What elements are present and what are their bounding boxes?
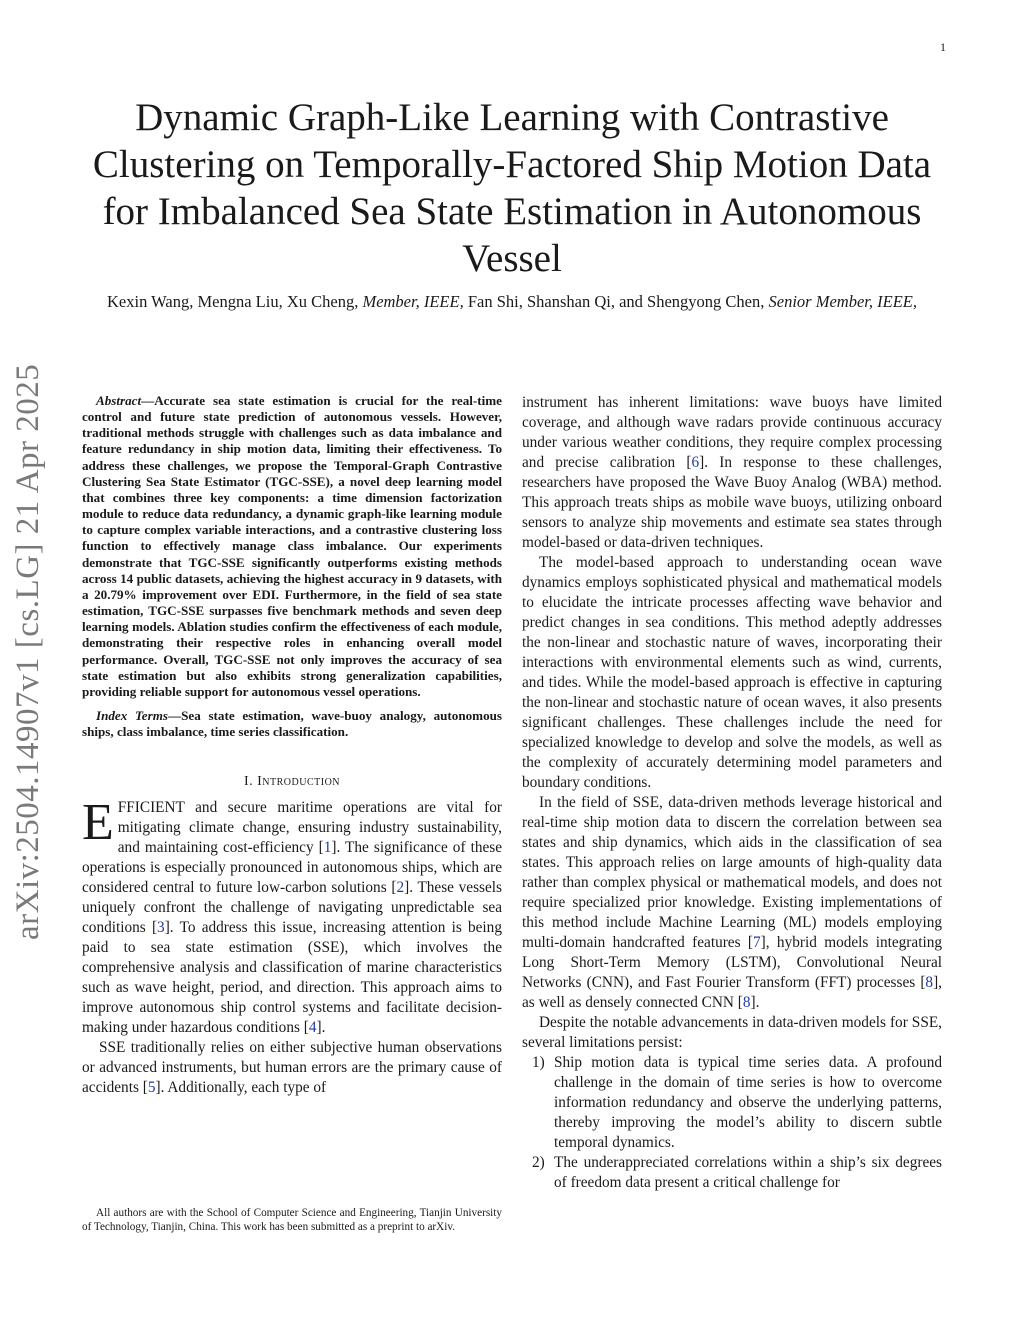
- index-terms-lead: Index Terms: [96, 707, 168, 723]
- citation-link[interactable]: 8: [925, 974, 934, 991]
- page-number: 1: [940, 40, 946, 54]
- abstract: [82, 393, 502, 700]
- list-item: [522, 1153, 942, 1193]
- list-item: [522, 1053, 942, 1153]
- right-column: [522, 393, 942, 1193]
- abstract-lead: Abstract: [96, 393, 142, 408]
- citation-link[interactable]: 6: [691, 454, 700, 471]
- footnote: All authors are with the School of Computer Science and Engineering, Tianjin University of Technology, Tianjin, China. This work has been submitted as a preprint to arXiv.: [82, 1207, 502, 1233]
- arxiv-identifier-stamp: arXiv:2504.14907v1 [cs.LG] 21 Apr 2025: [10, 363, 46, 940]
- author-names-2: Fan Shi, Shanshan Qi, and Shengyong Chen,: [467, 292, 765, 311]
- intro-text: ]. The significance of these operations is especially pronounced in autonomous ships, which are considered central to future low-carbon solutions [: [82, 839, 502, 897]
- author-list: [100, 291, 924, 312]
- body-text: ], as well as densely connected CNN [: [522, 974, 942, 1011]
- body-text: ]. In response to these challenges, researchers have proposed the Wave Buoy Analog (WBA) method. This approach treats ships as mobile wave buoys, utilizing onboard sensors to analyze ship movements and estimate sea states through model-based or data-driven techniques.: [522, 454, 943, 551]
- intro-text: ]. These vessels uniquely confront the challenge of navigating unpredictable sea conditions [: [82, 879, 502, 937]
- author-names-1: Kexin Wang, Mengna Liu, Xu Cheng,: [107, 292, 359, 311]
- limitations-list: [522, 1053, 942, 1193]
- right-paragraph-4: Despite the notable advancements in data-driven models for SSE, several limitations persist:: [522, 1014, 942, 1051]
- right-paragraph-1: [522, 393, 942, 553]
- citation-link[interactable]: 3: [157, 919, 165, 937]
- paper-title: Dynamic Graph-Like Learning with Contrastive Clustering on Temporally-Factored Ship Motion Data for Imbalanced Sea State Estimation in Autonomous Vessel: [92, 96, 932, 280]
- right-paragraph-2: The model-based approach to understanding ocean wave dynamics employs sophisticated physical and mathematical models to elucidate the intricate processes affecting wave behavior and predict changes in sea conditions. This method adeptly addresses the non-linear and stochastic nature of waves, incorporating their interactions with environmental elements such as wind, currents, and tides. While the model-based approach is effective in capturing the non-linear and stochastic nature of ocean waves, it also presents significant challenges. These challenges include the need for specialized knowledge to develop and solve the models, as well as the complexity of accurately determining model parameters and boundary conditions.: [522, 554, 942, 791]
- list-number: 1): [532, 1054, 545, 1071]
- intro-text: ]. To address this issue, increasing attention is being paid to sea state estimation (SSE), which involves the comprehensive analysis and classification of marine characteristics such as wave height, period, and direction. This approach aims to improve autonomous ship control systems and facilitate decision-making under hazardous conditions [: [82, 919, 502, 1037]
- intro-text: ]. Additionally, each type of: [155, 1079, 327, 1097]
- index-terms-text: —Sea state estimation, wave-buoy analogy, autonomous ships, class imbalance, time series classification.: [82, 707, 502, 740]
- intro-text: SSE traditionally relies on either subjective human observations or advanced instruments, but human errors are the primary cause of accidents [: [82, 1039, 502, 1097]
- body-text: ], hybrid models integrating Long Short-Term Memory (LSTM), Convolutional Neural Networks (CNN), and Fast Fourier Transform (FFT) processes [: [522, 934, 942, 991]
- body-text: instrument has inherent limitations: wave buoys have limited coverage, and although wave radars provide continuous accuracy under various weather conditions, they require complex processing and precise calibration [: [522, 394, 942, 471]
- index-terms: [82, 708, 502, 740]
- section-heading-introduction: I. Introduction: [243, 774, 341, 790]
- citation-link[interactable]: 5: [147, 1079, 156, 1097]
- body-text: ].: [750, 994, 760, 1011]
- intro-text: FFICIENT and secure maritime operations are vital for mitigating climate change, ensuring industry sustainability, and maintaining cost-efficiency [: [117, 799, 502, 857]
- author-role-2: Senior Member, IEEE,: [768, 292, 917, 311]
- citation-link[interactable]: 4: [308, 1019, 317, 1037]
- author-role-1: Member, IEEE,: [362, 292, 464, 311]
- list-number: 2): [532, 1154, 545, 1171]
- citation-link[interactable]: 7: [753, 934, 761, 951]
- abstract-text: —Accurate sea state estimation is crucial for the real-time control and future state prediction of autonomous vessels. However, traditional methods struggle with challenges such as data imbalance and feature redundancy in ship motion data, limiting their effectiveness. To address these challenges, we propose the Temporal-Graph Contrastive Clustering Sea State Estimator (TGC-SSE), a novel deep learning model that combines three key components: a time dimension factorization module to reduce data redundancy, a dynamic graph-like learning module to capture complex variable interactions, and a contrastive clustering loss function to effectively manage class imbalance. Our experiments demonstrate that TGC-SSE significantly outperforms existing methods across 14 public datasets, achieving the highest accuracy in 9 datasets, with a 20.79% improvement over EDI. Furthermore, in the field of sea state estimation, TGC-SSE surpasses five benchmark methods and seven deep learning models. Ablation studies confirm the effectiveness of each module, demonstrating their respective roles in enhancing overall model performance. Overall, TGC-SSE not only improves the accuracy of sea state estimation but also exhibits strong generalization capabilities, providing reliable support for autonomous vessel operations.: [82, 393, 502, 699]
- intro-text: ].: [316, 1019, 326, 1037]
- body-text: In the field of SSE, data-driven methods leverage historical and real-time ship motion data to discern the correlation between sea states and ship dynamics, which aids in the classification of sea states. This approach relies on large amounts of high-quality data rather than complex physical or mathematical models, and does not require specialized prior knowledge. Existing implementations of this method include Machine Learning (ML) models employing multi-domain handcrafted features [: [522, 794, 942, 951]
- citation-link[interactable]: 2: [396, 879, 405, 897]
- list-text: Ship motion data is typical time series data. A profound challenge in the domain of time series is how to overcome information redundancy and observe the underlying patterns, thereby improving the model’s ability to discern subtle temporal dynamics.: [554, 1054, 942, 1151]
- list-text: The underappreciated correlations within a ship’s six degrees of freedom data present a critical challenge for: [554, 1154, 942, 1191]
- citation-link[interactable]: 1: [323, 839, 332, 857]
- citation-link[interactable]: 8: [742, 994, 751, 1011]
- intro-paragraph-1: [82, 794, 502, 1038]
- drop-cap: E: [82, 794, 114, 852]
- right-paragraph-3: [522, 793, 942, 1013]
- left-column: [82, 393, 502, 1098]
- intro-paragraph-2: [82, 1038, 502, 1098]
